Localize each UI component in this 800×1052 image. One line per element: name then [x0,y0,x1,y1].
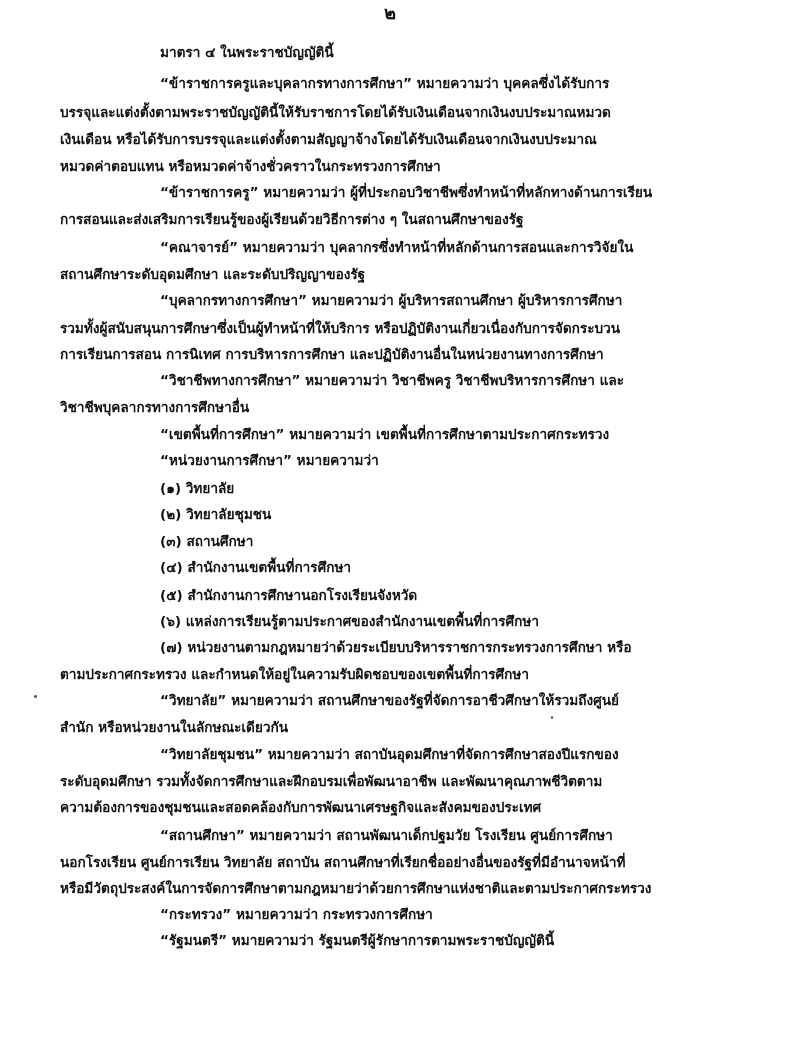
list-item: (๗) หน่วยงานตามกฎหมายว่าด้วยระเบียบบริหารราชการกระทรวงการศึกษา หรือ [160,640,632,656]
text-line: หมวดค่าตอบแทน หรือหมวดค่าจ้างชั่วคราวในกระทรวงการศึกษา [60,159,441,175]
text-line: หรือมีวัตถุประสงค์ในการจัดการศึกษาตามกฎหมายว่าด้วยการศึกษาแห่งชาติและตามประกาศกระทรวง [60,881,652,897]
text-line: “กระทรวง” หมายความว่า กระทรวงการศึกษา [160,907,433,923]
text-line: ความต้องการของชุมชนและสอดคล้องกับการพัฒนาเศรษฐกิจและสังคมของประเทศ [60,800,542,816]
scan-speck [34,695,37,698]
text-line: ตามประกาศกระทรวง และกำหนดให้อยู่ในความรับผิดชอบของเขตพื้นที่การศึกษา [60,667,529,683]
text-line: เงินเดือน หรือได้รับการบรรจุและแต่งตั้งตามสัญญาจ้างโดยได้รับเงินเดือนจากเงินงบประมาณ [60,132,597,148]
section-heading: มาตรา ๔ ในพระราชบัญญัตินี้ [160,45,334,61]
text-line: การสอนและส่งเสริมการเรียนรู้ของผู้เรียนด้วยวิธีการต่าง ๆ ในสถานศึกษาของรัฐ [60,212,524,228]
text-line: บรรจุและแต่งตั้งตามพระราชบัญญัตินี้ให้รับราชการโดยได้รับเงินเดือนจากเงินงบประมาณหมวด [60,105,611,121]
scan-speck [551,716,553,719]
text-line: นอกโรงเรียน ศูนย์การเรียน วิทยาลัย สถาบัน สถานศึกษาที่เรียกชื่ออย่างอื่นของรัฐที่มีอำนาจหน้าที่ [60,855,626,871]
list-item: (๓) สถานศึกษา [160,534,254,550]
text-line: “หน่วยงานการศึกษา” หมายความว่า [160,453,379,469]
text-line: วิชาชีพบุคลากรทางการศึกษาอื่น [60,400,250,416]
page-number: ๒ [384,3,396,24]
list-item: (๒) วิทยาลัยชุมชน [160,507,272,523]
text-line: “บุคลากรทางการศึกษา” หมายความว่า ผู้บริหารสถานศึกษา ผู้บริหารการศึกษา [160,293,623,309]
text-line: ระดับอุดมศึกษา รวมทั้งจัดการศึกษาและฝึกอบรมเพื่อพัฒนาอาชีพ และพัฒนาคุณภาพชีวิตตาม [60,774,603,790]
text-line: “สถานศึกษา” หมายความว่า สถานพัฒนาเด็กปฐมวัย โรงเรียน ศูนย์การศึกษา [160,828,613,844]
text-line: สถานศึกษาระดับอุดมศึกษา และระดับปริญญาของรัฐ [60,267,366,283]
list-item: (๔) สำนักงานเขตพื้นที่การศึกษา [160,560,352,576]
list-item: (๕) สำนักงานการศึกษานอกโรงเรียนจังหวัด [160,588,418,604]
text-line: “ข้าราชการครู” หมายความว่า ผู้ที่ประกอบวิชาชีพซึ่งทำหน้าที่หลักทางด้านการเรียน [160,185,653,201]
text-line: “คณาจารย์” หมายความว่า บุคลากรซึ่งทำหน้าที่หลักด้านการสอนและการวิจัยใน [160,240,634,256]
text-line: สำนัก หรือหน่วยงานในลักษณะเดียวกัน [60,720,288,736]
text-line: “วิทยาลัย” หมายความว่า สถานศึกษาของรัฐที่จัดการอาชีวศึกษาให้รวมถึงศูนย์ [160,693,620,709]
text-line: “รัฐมนตรี” หมายความว่า รัฐมนตรีผู้รักษาการตามพระราชบัญญัตินี้ [160,933,555,949]
text-line: การเรียนการสอน การนิเทศ การบริหารการศึกษา และปฏิบัติงานอื่นในหน่วยงานทางการศึกษา [60,347,604,363]
text-line: “วิทยาลัยชุมชน” หมายความว่า สถาบันอุดมศึกษาที่จัดการศึกษาสองปีแรกของ [160,747,619,763]
text-line: “ข้าราชการครูและบุคลากรทางการศึกษา” หมายความว่า บุคคลซึ่งได้รับการ [160,76,610,92]
list-item: (๑) วิทยาลัย [160,481,235,497]
text-line: “เขตพื้นที่การศึกษา” หมายความว่า เขตพื้นที่การศึกษาตามประกาศกระทรวง [160,427,610,443]
list-item: (๖) แหล่งการเรียนรู้ตามประกาศของสำนักงานเขตพื้นที่การศึกษา [160,614,540,630]
text-line: “วิชาชีพทางการศึกษา” หมายความว่า วิชาชีพครู วิชาชีพบริหารการศึกษา และ [160,373,625,389]
text-line: รวมทั้งผู้สนับสนุนการศึกษาซึ่งเป็นผู้ทำหน้าที่ให้บริการ หรือปฏิบัติงานเกี่ยวเนื่องกับการจัดกระบวน [60,321,621,337]
